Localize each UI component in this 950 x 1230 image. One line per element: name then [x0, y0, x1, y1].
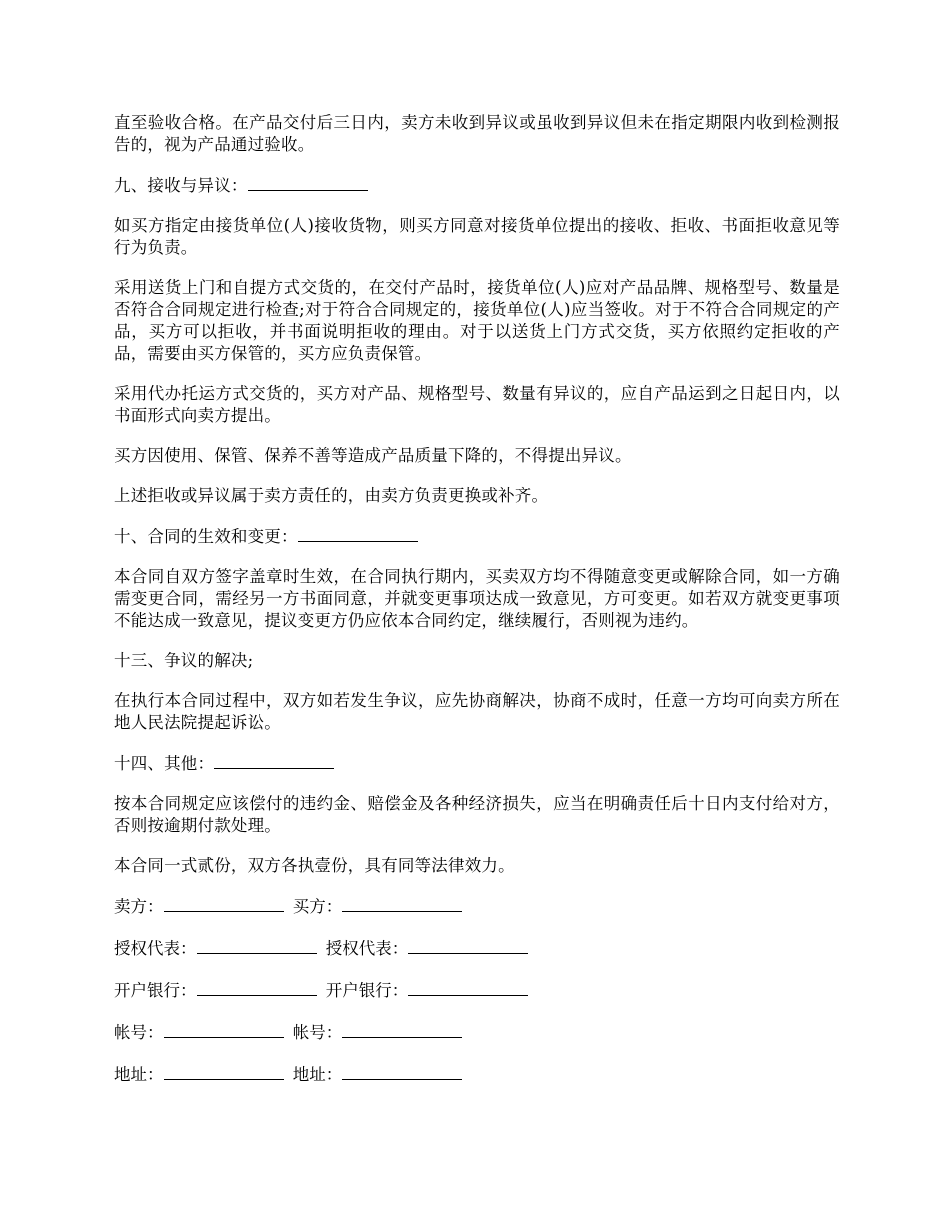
signature-row-bank — [114, 979, 840, 1002]
section-10-heading — [114, 525, 840, 548]
buyer-rep-blank — [408, 937, 528, 954]
buyer-bank-label: 开户银行： — [325, 981, 409, 1000]
paragraph-acceptance-end: 直至验收合格。在产品交付后三日内，卖方未收到异议或虽收到异议但未在指定期限内收到检测报告的，视为产品通过验收。 — [114, 113, 840, 154]
section-14-title: 十四、其他： — [114, 754, 215, 773]
signature-row-address — [114, 1063, 840, 1086]
paragraph-compensation: 按本合同规定应该偿付的违约金、赔偿金及各种经济损失，应当在明确责任后十日内支付给对方，否则按逾期付款处理。 — [114, 794, 840, 835]
buyer-address-label: 地址： — [292, 1065, 343, 1084]
paragraph-quality-decline: 买方因使用、保管、保养不善等造成产品质量下降的，不得提出异议。 — [114, 446, 632, 465]
seller-account-blank — [164, 1021, 284, 1038]
blank-line — [298, 525, 418, 542]
seller-bank-blank — [197, 979, 317, 996]
buyer-label: 买方： — [292, 897, 343, 916]
paragraph-copies: 本合同一式贰份，双方各执壹份，具有同等法律效力。 — [114, 856, 515, 875]
buyer-account-label: 帐号： — [292, 1023, 343, 1042]
seller-blank — [164, 895, 284, 912]
section-10-title: 十、合同的生效和变更： — [114, 527, 298, 546]
paragraph-delivery-inspection: 采用送货上门和自提方式交货的，在交付产品时，接货单位(人)应对产品品牌、规格型号、数量是否符合合同规定进行检查;对于符合合同规定的，接货单位(人)应当签收。对于不符合合同规定的产品，买方可以拒收，并书面说明拒收的理由。对于以送货上门方式交货，买方依照约定拒收的产品，需要由买方保管的，买方应负责保管。 — [114, 278, 840, 363]
blank-line — [248, 174, 368, 191]
seller-address-label: 地址： — [114, 1065, 164, 1084]
buyer-account-blank — [342, 1021, 462, 1038]
buyer-blank — [342, 895, 462, 912]
blank-line — [214, 752, 334, 769]
seller-rep-blank — [197, 937, 317, 954]
paragraph-seller-responsibility: 上述拒收或异议属于卖方责任的，由卖方负责更换或补齐。 — [114, 486, 549, 505]
signature-row-parties — [114, 895, 840, 918]
paragraph-designated-receiver: 如买方指定由接货单位(人)接收货物，则买方同意对接货单位提出的接收、拒收、书面拒收意见等行为负责。 — [114, 216, 840, 257]
signature-row-account — [114, 1021, 840, 1044]
seller-rep-label: 授权代表： — [114, 939, 197, 958]
seller-account-label: 帐号： — [114, 1023, 164, 1042]
section-9-title: 九、接收与异议： — [114, 176, 248, 195]
paragraph-dispute: 在执行本合同过程中，双方如若发生争议，应先协商解决，协商不成时，任意一方均可向卖方所在地人民法院提起诉讼。 — [114, 691, 840, 732]
buyer-bank-blank — [408, 979, 528, 996]
section-9-heading — [114, 174, 840, 197]
section-13-heading: 十三、争议的解决; — [114, 651, 254, 670]
paragraph-consignment-objection: 采用代办托运方式交货的，买方对产品、规格型号、数量有异议的，应自产品运到之日起日内，以书面形式向卖方提出。 — [114, 384, 840, 425]
signature-row-representative — [114, 937, 840, 960]
seller-bank-label: 开户银行： — [114, 981, 197, 1000]
buyer-rep-label: 授权代表： — [325, 939, 409, 958]
section-14-heading — [114, 752, 840, 775]
seller-label: 卖方： — [114, 897, 164, 916]
buyer-address-blank — [342, 1063, 462, 1080]
paragraph-effect-change: 本合同自双方签字盖章时生效，在合同执行期内，买卖双方均不得随意变更或解除合同，如一方确需变更合同，需经另一方书面同意，并就变更事项达成一致意见，方可变更。如若双方就变更事项不能达成一致意见，提议变更方仍应依本合同约定，继续履行，否则视为违约。 — [114, 567, 840, 630]
seller-address-blank — [164, 1063, 284, 1080]
